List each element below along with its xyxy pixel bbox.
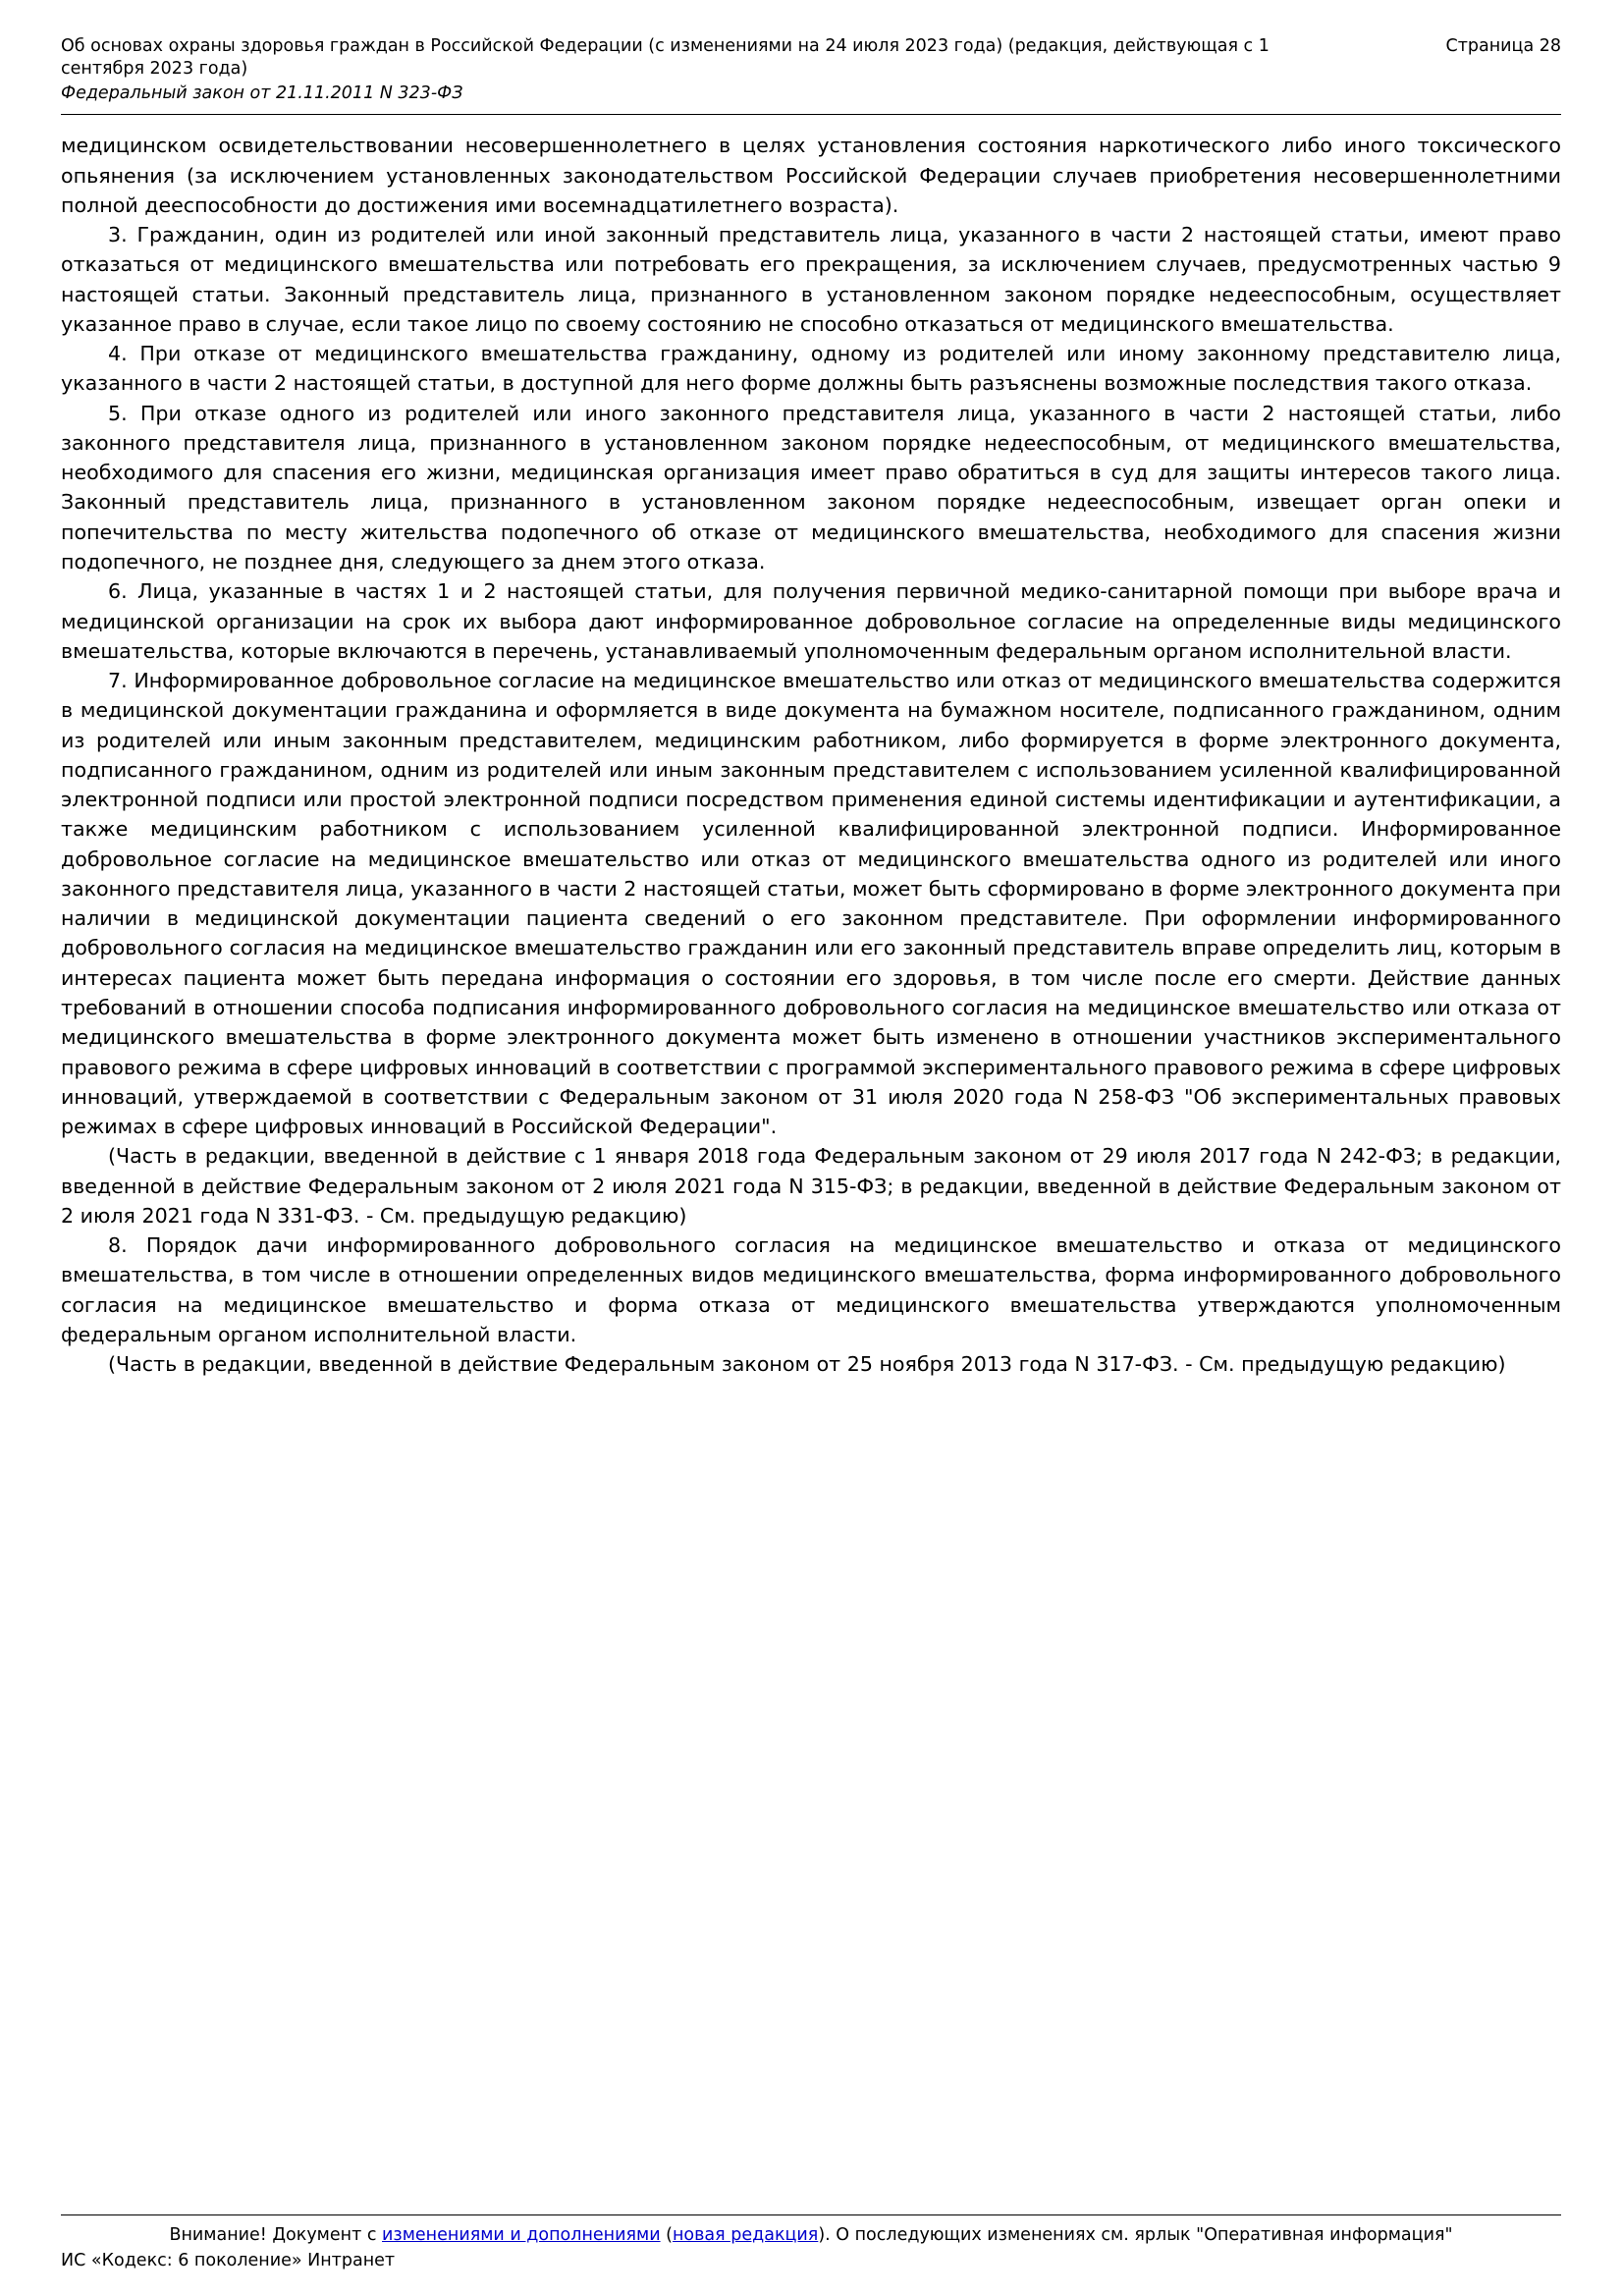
header-row — [61, 35, 1561, 81]
document-title: Об основах охраны здоровья граждан в Российской Федерации (с изменениями на 24 июля 2023 года) (редакция, действующая с 1 сентября 2023 года) — [61, 36, 1270, 80]
page-header — [61, 35, 1561, 105]
paragraph-8: 8. Порядок дачи информированного добровольного согласия на медицинское вмешательство и отказа от медицинского вмешательства, в том числе в отношении определенных видов медицинского вмешательства, форма информированного добровольного согласия на медицинское вмешательство и форма отказа от медицинского вмешательства утверждаются уполномоченным федеральным органом исполнительной власти. — [61, 1233, 1561, 1346]
page-footer — [61, 2214, 1561, 2270]
page-number: Страница 28 — [1445, 36, 1561, 56]
paragraph-3: 3. Гражданин, один из родителей или иной законный представитель лица, указанного в части 2 настоящей статьи, имеют право отказаться от медицинского вмешательства или потребовать его прекращения, за исключением случаев, предусмотренных частью 9 настоящей статьи. Законный представитель лица, признанного в установленном законом порядке недееспособным, осуществляет указанное право в случае, если такое лицо по своему состоянию не способно отказаться от медицинского вмешательства. — [61, 223, 1561, 336]
changes-and-additions-link[interactable]: изменениями и дополнениями — [382, 2225, 661, 2246]
paragraph-4: 4. При отказе от медицинского вмешательства гражданину, одному из родителей или иному законному представителю лица, указанного в части 2 настоящей статьи, в доступной для него форме должны быть разъяснены возможные последствия такого отказа. — [61, 342, 1561, 396]
law-reference-name: 21.11.2011 N 323-ФЗ — [276, 83, 463, 104]
footer-attention-prefix: Внимание! Документ с — [169, 2225, 383, 2246]
paragraph-5: 5. При отказе одного из родителей или иного законного представителя лица, указанного в части 2 настоящей статьи, либо законного представителя лица, признанного в установленном законом порядке недееспособным, от медицинского вмешательства, необходимого для спасения его жизни, медицинская организация имеет право обратиться в суд для защиты интересов такого лица. Законный представитель лица, признанного в установленном законом порядке недееспособным, извещает орган опеки и попечительства по месту жительства подопечного об отказе от медицинского вмешательства, необходимого для спасения жизни подопечного, не позднее дня, следующего за днем этого отказа. — [61, 401, 1561, 574]
footer-mid: ( — [660, 2225, 673, 2246]
paragraph-6: 6. Лица, указанные в частях 1 и 2 настоящей статьи, для получения первичной медико-санитарной помощи при выборе врача и медицинской организации на срок их выбора дают информированное добровольное согласие на определенные виды медицинского вмешательства, которые включаются в перечень, устанавливаемый уполномоченным федеральным органом исполнительной власти. — [61, 579, 1561, 663]
header-divider — [61, 114, 1561, 115]
new-edition-link[interactable]: новая редакция — [672, 2225, 819, 2246]
law-reference-prefix: Федеральный закон от — [61, 83, 276, 104]
paragraph-7-editorial-note: (Часть в редакции, введенной в действие с 1 января 2018 года Федеральным законом от 29 июля 2017 года N 242-ФЗ; в редакции, введенной в действие Федеральным законом от 2 июля 2021 года N 315-ФЗ; в редакции, введенной в действие Федеральным законом от 2 июля 2021 года N 331-ФЗ. - См. предыдущую редакцию) — [61, 1144, 1561, 1228]
footer-attention — [61, 2224, 1561, 2248]
paragraph-7: 7. Информированное добровольное согласие на медицинское вмешательство или отказ от медицинского вмешательства содержится в медицинской документации гражданина и оформляется в виде документа на бумажном носителе, подписанного гражданином, одним из родителей или иным законным представителем, медицинским работником, либо формируется в форме электронного документа, подписанного гражданином, одним из родителей или иным законным представителем с использованием усиленной квалифицированной электронной подписи или простой электронной подписи посредством применения единой системы идентификации и аутентификации, а также медицинским работником с использованием усиленной квалифицированной электронной подписи. Информированное добровольное согласие на медицинское вмешательство или отказ от медицинского вмешательства одного из родителей или иного законного представителя лица, указанного в части 2 настоящей статьи, может быть сформировано в форме электронного документа при наличии в медицинской документации пациента сведений о его законном представителе. При оформлении информированного добровольного согласия на медицинское вмешательство гражданин или его законный представитель вправе определить лиц, которым в интересах пациента может быть передана информация о состоянии его здоровья, в том числе после его смерти. Действие данных требований в отношении способа подписания информированного добровольного согласия на медицинское вмешательство или отказа от медицинского вмешательства в форме электронного документа может быть изменено в отношении участников экспериментального правового режима в сфере цифровых инноваций в соответствии с программой экспериментального правового режима в сфере цифровых инноваций, утверждаемой в соответствии с Федеральным законом от 31 июля 2020 года N 258-ФЗ "Об экспериментальных правовых режимах в сфере цифровых инноваций в Российской Федерации". — [61, 669, 1561, 1139]
paragraph-8-editorial-note: (Часть в редакции, введенной в действие Федеральным законом от 25 ноября 2013 года N 317-ФЗ. - См. предыдущую редакцию) — [108, 1352, 1506, 1377]
footer-divider — [61, 2214, 1561, 2215]
law-reference — [61, 82, 1561, 105]
footer-system-name: ИС «Кодекс: 6 поколение» Интранет — [61, 2251, 396, 2270]
document-body — [61, 131, 1561, 1379]
paragraph-continuation: медицинском освидетельствовании несовершеннолетнего в целях установления состояния наркотического либо иного токсического опьянения (за исключением установленных законодательством Российской Федерации случаев приобретения несовершеннолетними полной дееспособности до достижения ими восемнадцатилетнего возраста). — [61, 134, 1561, 217]
footer-attention-suffix: ). О последующих изменениях см. ярлык "Оперативная информация" — [818, 2225, 1453, 2246]
